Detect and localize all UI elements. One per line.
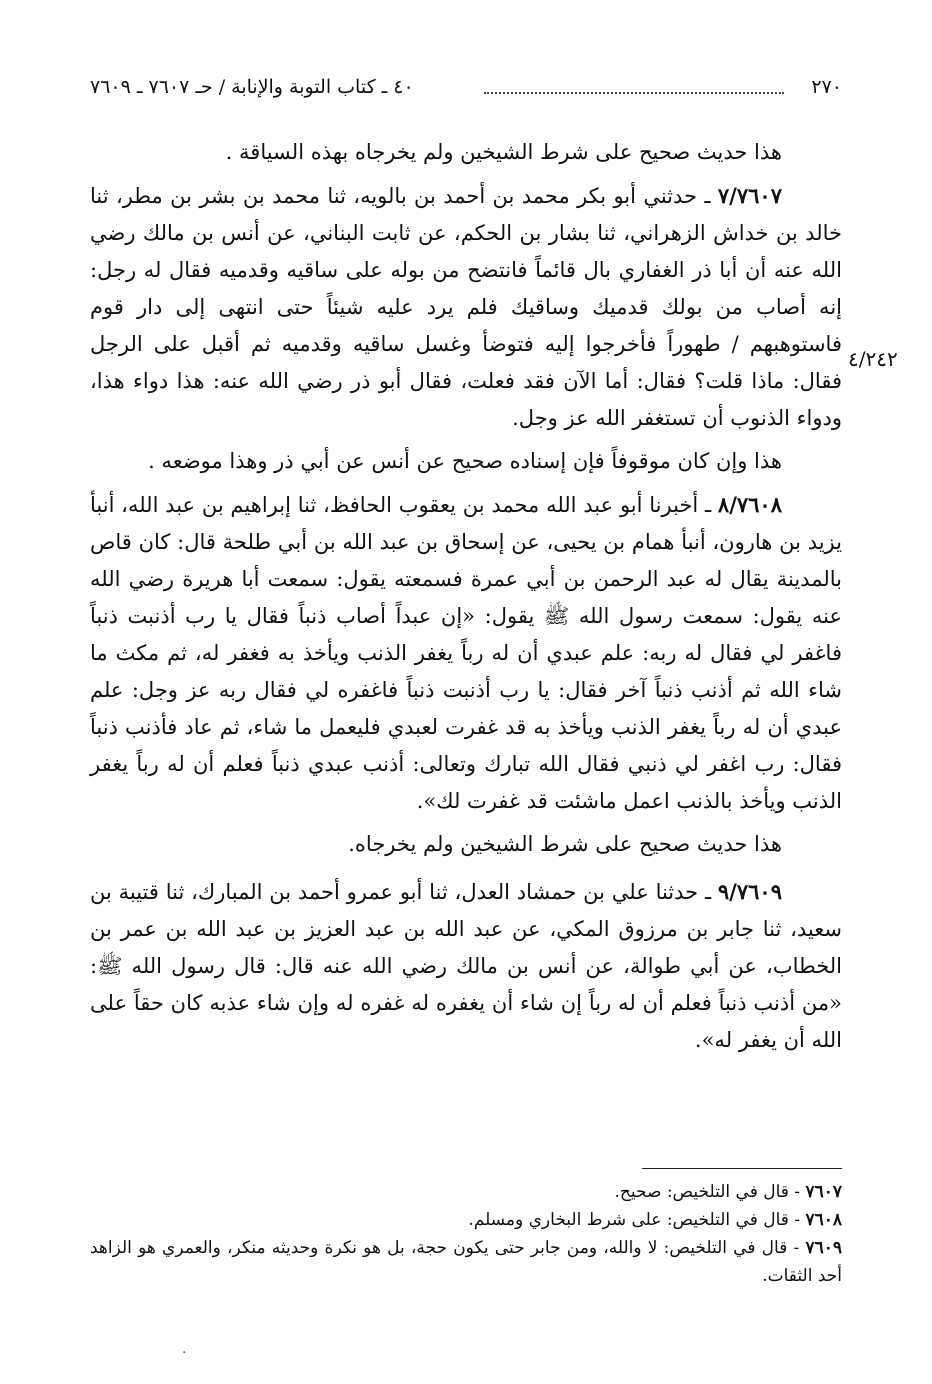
- hadith-paragraph: [90, 486, 842, 820]
- footnote-text: - قال في التلخيص: على شرط البخاري ومسلم.: [468, 1210, 801, 1230]
- hadith-number: ٩/٧٦٠٩: [717, 879, 782, 904]
- footnote: [90, 1178, 842, 1206]
- footnote-separator: [642, 1168, 842, 1169]
- page-number: ٢٧٠: [811, 76, 842, 98]
- paragraph-text: هذا حديث صحيح على شرط الشيخين ولم يخرجاه.: [348, 832, 782, 856]
- hadith-text: ـ أخبرنا أبو عبد الله محمد بن يعقوب الحافظ، ثنا إبراهيم بن عبد الله، أنبأ يزيد بن هارون، أنبأ همام بن يحيى، عن إسحاق بن عبد الله بن أبي طلحة قال: كان قاص بالمدينة يقال له عبد الرحمن بن أبي عمرة فسمعته يقول: سمعت أبا هريرة رضي الله عنه يقول: سمعت رسول الله ﷺ يقول: «إن عبداً أصاب ذنباً فقال يا رب أذنبت ذنباً فاغفر لي فقال له ربه: علم عبدي أن له رباً يغفر الذنب ويأخذ به فغفر له، ثم مكث ما شاء الله ثم أذنب ذنباً آخر فقال: يا رب أذنبت ذنباً فاغفره لي فقال ربه عز وجل: علم عبدي أن له رباً يغفر الذنب ويأخذ به قد غفرت لعبدي فليعمل ما شاء، ثم عاد فأذنب ذنباً فقال: رب اغفر لي ذنبي فقال الله تبارك وتعالى: أذنب عبدي ذنباً فعلم أن له رباً يغفر الذنب ويأخذ بالذنب اعمل ماشئت قد غفرت لك».: [90, 493, 842, 813]
- paragraph: [90, 826, 842, 863]
- footnote-number: ٧٦٠٧: [805, 1182, 842, 1202]
- footnote-text: - قال في التلخيص: صحيح.: [614, 1182, 801, 1202]
- footnote-text: - قال في التلخيص: لا والله، ومن جابر حتى يكون حجة، بل هو نكرة وحديثه منكر، والعمري هو الزاهد أحد الثقات.: [90, 1238, 842, 1286]
- footnote: [90, 1206, 842, 1234]
- main-text: [90, 134, 842, 1065]
- hadith-text: ـ حدثنا علي بن حمشاد العدل، ثنا أبو عمرو أحمد بن المبارك، ثنا قتيبة بن سعيد، ثنا جابر بن مرزوق المكي، عن عبد الله بن عبد العزيز بن عبد الله بن عمر بن الخطاب، عن أبي طوالة، عن أنس بن مالك رضي الله عنه قال: قال رسول الله ﷺ: «من أذنب ذنباً فعلم أن له رباً إن شاء أن يغفره له غفره له وإن شاء عذبه كان حقاً على الله أن يغفر له».: [90, 880, 842, 1052]
- page-header: [90, 70, 842, 104]
- footnotes: [90, 1178, 842, 1290]
- header-dot-leader: [484, 70, 784, 94]
- paragraph: [90, 443, 842, 480]
- running-title: ٤٠ ـ كتاب التوبة والإنابة / حـ ٧٦٠٧ ـ ٧٦٠٩: [90, 76, 414, 98]
- hadith-number: ٨/٧٦٠٨: [717, 492, 782, 517]
- print-speck: ·: [182, 1345, 187, 1361]
- footnote-number: ٧٦٠٨: [805, 1210, 842, 1230]
- hadith-paragraph: [90, 873, 842, 1059]
- footnote-number: ٧٦٠٩: [805, 1238, 842, 1258]
- hadith-text: ـ حدثني أبو بكر محمد بن أحمد بن بالويه، ثنا محمد بن بشر بن مطر، ثنا خالد بن خداش الزهراني، ثنا بشار بن الحكم، عن ثابت البناني، عن أنس بن مالك رضي الله عنه أن أبا ذر الغفاري بال قائماً فانتضح من بوله على ساقيه وقدميه فقال له رجل: إنه أصاب من بولك قدميك وساقيك فلم يرد عليه شيئاً حتى انتهى إلى دار قوم فاستوهبهم / طهوراً فأخرجوا إليه فتوضأ وغسل ساقيه وقدميه ثم أقبل على الرجل فقال: ماذا قلت؟ فقال: أما الآن فقد فعلت، فقال أبو ذر رضي الله عنه: هذا دواء هذا، ودواء الذنوب أن تستغفر الله عز وجل.: [90, 184, 842, 430]
- paragraph: [90, 134, 842, 171]
- hadith-paragraph: [90, 177, 842, 437]
- paragraph-text: هذا وإن كان موقوفاً فإن إسناده صحيح عن أنس عن أبي ذر وهذا موضعه .: [148, 449, 782, 473]
- hadith-number: ٧/٧٦٠٧: [717, 183, 782, 208]
- footnote: [90, 1234, 842, 1290]
- paragraph-text: هذا حديث صحيح على شرط الشيخين ولم يخرجاه بهذه السياقة .: [225, 140, 782, 164]
- margin-reference: ٤/٢٤٢: [848, 347, 898, 371]
